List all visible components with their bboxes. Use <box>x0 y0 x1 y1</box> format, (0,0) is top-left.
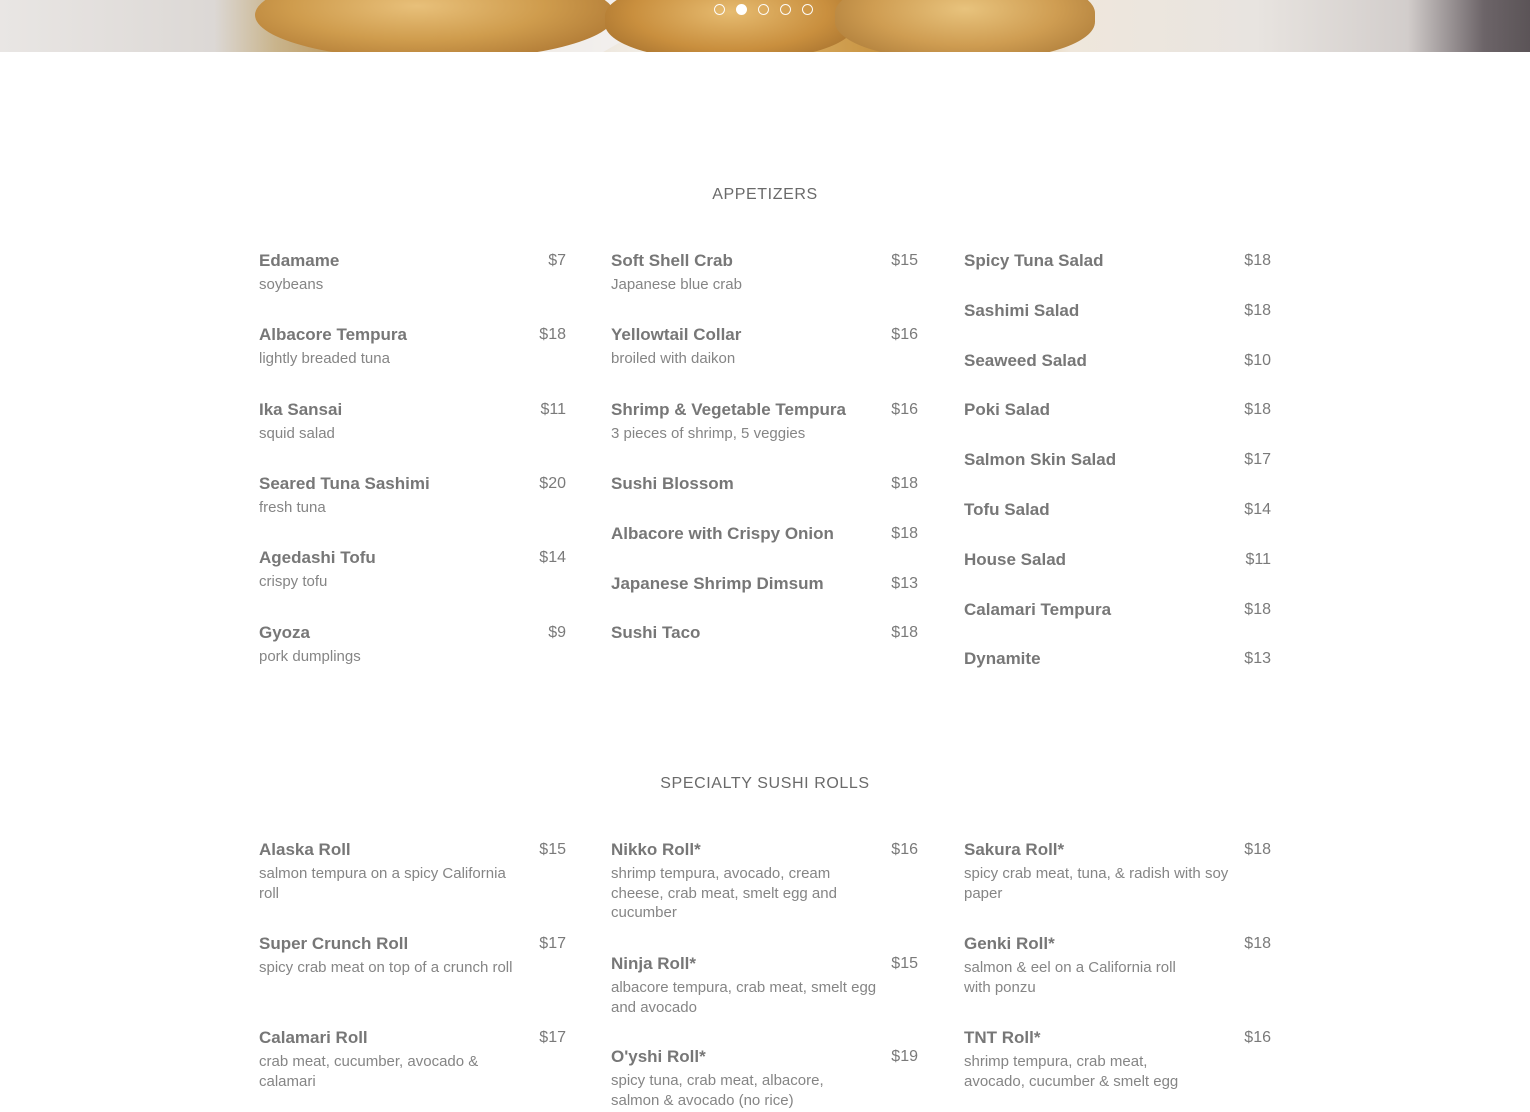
menu-item <box>611 250 918 324</box>
item-name: Gyoza <box>259 623 311 642</box>
item-name: Nikko Roll* <box>611 840 701 859</box>
menu-item <box>964 300 1271 350</box>
menu-item <box>259 622 566 667</box>
slider-dot-2[interactable] <box>736 4 747 15</box>
appetizers-heading: APPETIZERS <box>712 186 818 203</box>
menu-item <box>259 324 566 399</box>
item-name: Seaweed Salad <box>964 351 1087 370</box>
hero-food-1 <box>255 0 615 52</box>
item-name: Alaska Roll <box>259 840 351 859</box>
item-price: $15 <box>891 252 918 269</box>
menu-item <box>611 573 918 622</box>
item-description: Japanese blue crab <box>611 276 742 293</box>
item-price: $18 <box>891 624 918 641</box>
hero-image <box>0 0 1530 52</box>
item-price: $13 <box>891 575 918 592</box>
item-price: $11 <box>1245 551 1271 568</box>
item-description: spicy crab meat, tuna, & radish with soy paper <box>964 865 1229 902</box>
item-name: Sakura Roll* <box>964 840 1065 859</box>
item-price: $15 <box>539 841 566 858</box>
item-price: $16 <box>891 841 918 858</box>
item-name: Japanese Shrimp Dimsum <box>611 574 824 593</box>
item-name: Edamame <box>259 251 340 270</box>
item-price: $18 <box>1244 252 1271 269</box>
item-name: Sushi Blossom <box>611 474 734 493</box>
menu-item <box>964 1027 1271 1091</box>
menu-item <box>964 839 1271 933</box>
appetizers-column-2 <box>611 250 918 644</box>
menu-item <box>964 599 1271 648</box>
item-price: $7 <box>548 252 566 269</box>
item-price: $19 <box>891 1048 918 1065</box>
item-name: Albacore Tempura <box>259 325 408 344</box>
menu-item <box>259 839 566 933</box>
item-name: Ika Sansai <box>259 400 343 419</box>
appetizers-column-3 <box>964 250 1271 670</box>
item-name: Tofu Salad <box>964 500 1050 519</box>
item-name: Sashimi Salad <box>964 301 1080 320</box>
specialty-rolls-heading: SPECIALTY SUSHI ROLLS <box>660 775 870 792</box>
rolls-column-1 <box>259 839 566 1091</box>
item-description: spicy tuna, crab meat, albacore, salmon & avocado (no rice) <box>611 1072 824 1109</box>
menu-item <box>964 648 1271 670</box>
menu-item <box>964 549 1271 599</box>
item-price: $16 <box>891 326 918 343</box>
menu-item <box>611 399 918 473</box>
menu-item <box>964 399 1271 449</box>
menu-item <box>611 473 918 523</box>
menu-item <box>611 1046 918 1110</box>
item-name: Poki Salad <box>964 400 1050 419</box>
item-price: $17 <box>539 1029 566 1046</box>
item-name: Agedashi Tofu <box>259 548 376 567</box>
menu-item <box>611 523 918 573</box>
slider-dot-1[interactable] <box>714 4 725 15</box>
menu-item <box>964 350 1271 399</box>
item-price: $17 <box>1244 451 1271 468</box>
hero-food-3 <box>835 0 1095 52</box>
item-name: Salmon Skin Salad <box>964 450 1117 469</box>
menu-item <box>259 547 566 622</box>
item-price: $9 <box>548 624 566 641</box>
item-description: crispy tofu <box>259 573 328 590</box>
item-name: Calamari Tempura <box>964 600 1112 619</box>
slider-dots <box>714 4 813 15</box>
item-description: salmon & eel on a California roll with ponzu <box>964 959 1176 996</box>
slider-dot-3[interactable] <box>758 4 769 15</box>
item-price: $13 <box>1244 650 1271 667</box>
appetizers-column-1 <box>259 250 566 667</box>
item-description: salmon tempura on a spicy California roll <box>259 865 506 902</box>
item-name: Albacore with Crispy Onion <box>611 524 834 543</box>
item-name: Shrimp & Vegetable Tempura <box>611 400 846 419</box>
item-name: Seared Tuna Sashimi <box>259 474 430 493</box>
item-price: $18 <box>891 525 918 542</box>
item-name: Sushi Taco <box>611 623 701 642</box>
item-price: $15 <box>891 955 918 972</box>
item-price: $14 <box>1244 501 1271 518</box>
item-name: O'yshi Roll* <box>611 1047 706 1066</box>
item-price: $18 <box>1244 401 1271 418</box>
item-name: Spicy Tuna Salad <box>964 251 1104 270</box>
menu-item <box>611 839 918 953</box>
menu-item <box>611 622 918 644</box>
item-description: shrimp tempura, crab meat, avocado, cucumber & smelt egg <box>964 1053 1179 1090</box>
item-price: $20 <box>539 475 566 492</box>
item-price: $16 <box>1244 1029 1271 1046</box>
item-price: $11 <box>540 401 566 418</box>
item-description: pork dumplings <box>259 648 361 665</box>
item-name: Calamari Roll <box>259 1028 368 1047</box>
item-name: Ninja Roll* <box>611 954 697 973</box>
item-price: $18 <box>1244 935 1271 952</box>
item-description: spicy crab meat on top of a crunch roll <box>259 959 513 976</box>
menu-item <box>611 953 918 1046</box>
menu-item <box>964 449 1271 499</box>
item-description: 3 pieces of shrimp, 5 veggies <box>611 425 806 442</box>
menu-item <box>259 473 566 547</box>
item-name: Genki Roll* <box>964 934 1055 953</box>
item-price: $18 <box>891 475 918 492</box>
item-description: broiled with daikon <box>611 350 736 367</box>
item-price: $18 <box>1244 601 1271 618</box>
item-name: Soft Shell Crab <box>611 251 733 270</box>
menu-item <box>259 933 566 1027</box>
item-description: fresh tuna <box>259 499 326 516</box>
item-name: Yellowtail Collar <box>611 325 742 344</box>
item-description: shrimp tempura, avocado, cream cheese, crab meat, smelt egg and cucumber <box>611 865 837 921</box>
item-description: soybeans <box>259 276 324 293</box>
item-description: albacore tempura, crab meat, smelt egg and avocado <box>611 979 877 1016</box>
menu-item <box>964 250 1271 300</box>
item-name: Dynamite <box>964 649 1041 668</box>
item-name: TNT Roll* <box>964 1028 1041 1047</box>
item-price: $16 <box>891 401 918 418</box>
menu-item <box>964 933 1271 1027</box>
menu-item <box>259 1027 566 1091</box>
rolls-column-2 <box>611 839 918 1110</box>
menu-item <box>259 250 566 324</box>
item-name: House Salad <box>964 550 1067 569</box>
item-name: Super Crunch Roll <box>259 934 409 953</box>
rolls-column-3 <box>964 839 1271 1091</box>
slider-dot-4[interactable] <box>780 4 791 15</box>
menu-item <box>964 499 1271 549</box>
menu-item <box>611 324 918 399</box>
slider-dot-5[interactable] <box>802 4 813 15</box>
item-price: $14 <box>539 549 566 566</box>
item-description: squid salad <box>259 425 335 442</box>
item-price: $18 <box>539 326 566 343</box>
item-price: $18 <box>1244 841 1271 858</box>
item-description: lightly breaded tuna <box>259 350 390 367</box>
item-price: $18 <box>1244 302 1271 319</box>
item-price: $17 <box>539 935 566 952</box>
menu-item <box>259 399 566 473</box>
item-price: $10 <box>1244 352 1271 369</box>
item-description: crab meat, cucumber, avocado & calamari <box>259 1053 479 1090</box>
